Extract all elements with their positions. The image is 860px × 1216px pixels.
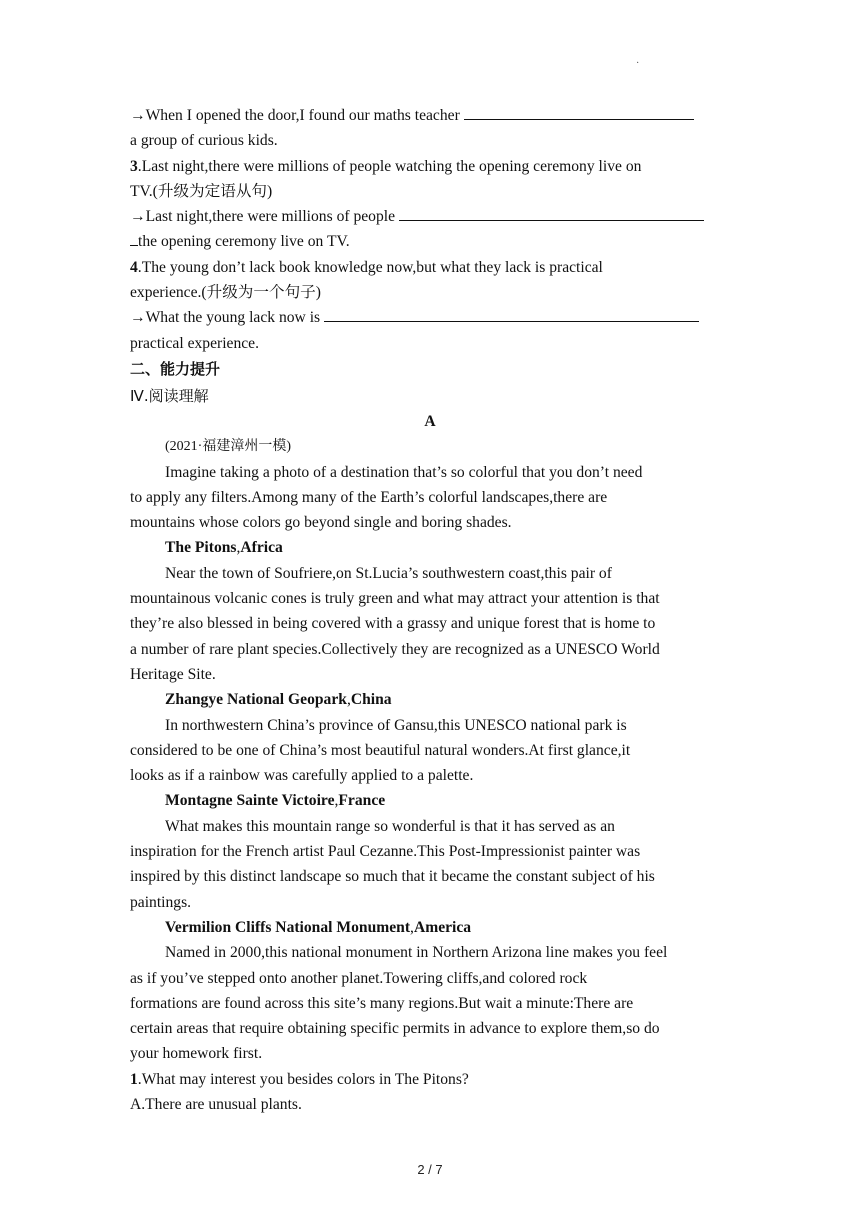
page-number: 2 / 7	[417, 1162, 443, 1177]
passage-source: (2021·福建漳州一模)	[165, 439, 291, 455]
rewrite-3-instruction: TV.(升级为定语从句)	[130, 182, 273, 200]
option-a[interactable]: A.There are unusual plants.	[130, 1095, 302, 1113]
site-text-line: inspiration for the French artist Paul Cezanne.This Post-Impressionist painter was	[130, 843, 641, 861]
site-text-line: What makes this mountain range so wonderful is that it has served as an	[165, 817, 615, 835]
site-text-line: a number of rare plant species.Collectively they are recognized as a UNESCO World	[130, 640, 660, 658]
subsection-title: Ⅳ.阅读理解	[130, 386, 209, 405]
answer-blank[interactable]	[324, 307, 699, 322]
page-content	[130, 103, 730, 1117]
site-text-line: Near the town of Soufriere,on St.Lucia’s southwestern coast,this pair of	[165, 564, 612, 582]
site-text-line: looks as if a rainbow was carefully applied to a palette.	[130, 767, 474, 785]
intro-line: to apply any filters.Among many of the Earth’s colorful landscapes,there are	[130, 488, 608, 506]
rewrite-2-tail: a group of curious kids.	[130, 132, 278, 150]
site-text-line: formations are found across this site’s many regions.But wait a minute:There are	[130, 994, 634, 1012]
site-text-line: as if you’ve stepped onto another planet.Towering cliffs,and colored rock	[130, 969, 588, 987]
site-heading-victoire: Montagne Sainte Victoire,France	[165, 792, 386, 810]
site-text-line: your homework first.	[130, 1045, 263, 1063]
site-text-line: Heritage Site.	[130, 665, 216, 683]
intro-line: mountains whose colors go beyond single and boring shades.	[130, 514, 512, 532]
rewrite-3-answer-line: →Last night,there were millions of people	[130, 204, 730, 229]
site-text-line: inspired by this distinct landscape so much that it became the constant subject of his	[130, 868, 655, 886]
answer-blank[interactable]	[399, 206, 704, 221]
site-text-line: In northwestern China’s province of Gansu,this UNESCO national park is	[165, 716, 627, 734]
site-text-line: mountainous volcanic cones is truly green and what may attract your attention is that	[130, 590, 660, 608]
site-heading-zhangye: Zhangye National Geopark,China	[165, 691, 392, 709]
site-heading-pitons: The Pitons,Africa	[165, 539, 283, 557]
site-text-line: Named in 2000,this national monument in Northern Arizona line makes you feel	[165, 944, 668, 962]
section-title: 二、能力提升	[130, 359, 221, 378]
site-text-line: certain areas that require obtaining specific permits in advance to explore them,so do	[130, 1020, 660, 1038]
site-text-line: paintings.	[130, 893, 192, 911]
header-mark: ·	[636, 58, 640, 69]
rewrite-4-instruction: experience.(升级为一个句子)	[130, 284, 321, 302]
rewrite-4-answer-line: →What the young lack now is	[130, 305, 730, 330]
intro-line: Imagine taking a photo of a destination that’s so colorful that you don’t need	[165, 463, 643, 481]
rewrite-2-answer-line: →When I opened the door,I found our maths teacher	[130, 103, 730, 128]
rewrite-4-tail: practical experience.	[130, 334, 259, 352]
site-heading-vermilion: Vermilion Cliffs National Monument,America	[165, 918, 472, 936]
rewrite-3-prompt: 3.Last night,there were millions of people watching the opening ceremony live on	[130, 157, 642, 175]
site-text-line: they’re also blessed in being covered with a grassy and unique forest that is home to	[130, 615, 656, 633]
rewrite-3-tail: the opening ceremony live on TV.	[130, 229, 730, 254]
answer-blank[interactable]	[464, 105, 694, 120]
question-1: 1.What may interest you besides colors in The Pitons?	[130, 1070, 469, 1088]
passage-letter: A	[424, 412, 436, 430]
site-text-line: considered to be one of China’s most beautiful natural wonders.At first glance,it	[130, 741, 631, 759]
rewrite-4-prompt: 4.The young don’t lack book knowledge now,but what they lack is practical	[130, 258, 603, 276]
answer-blank-lead[interactable]	[130, 231, 138, 246]
